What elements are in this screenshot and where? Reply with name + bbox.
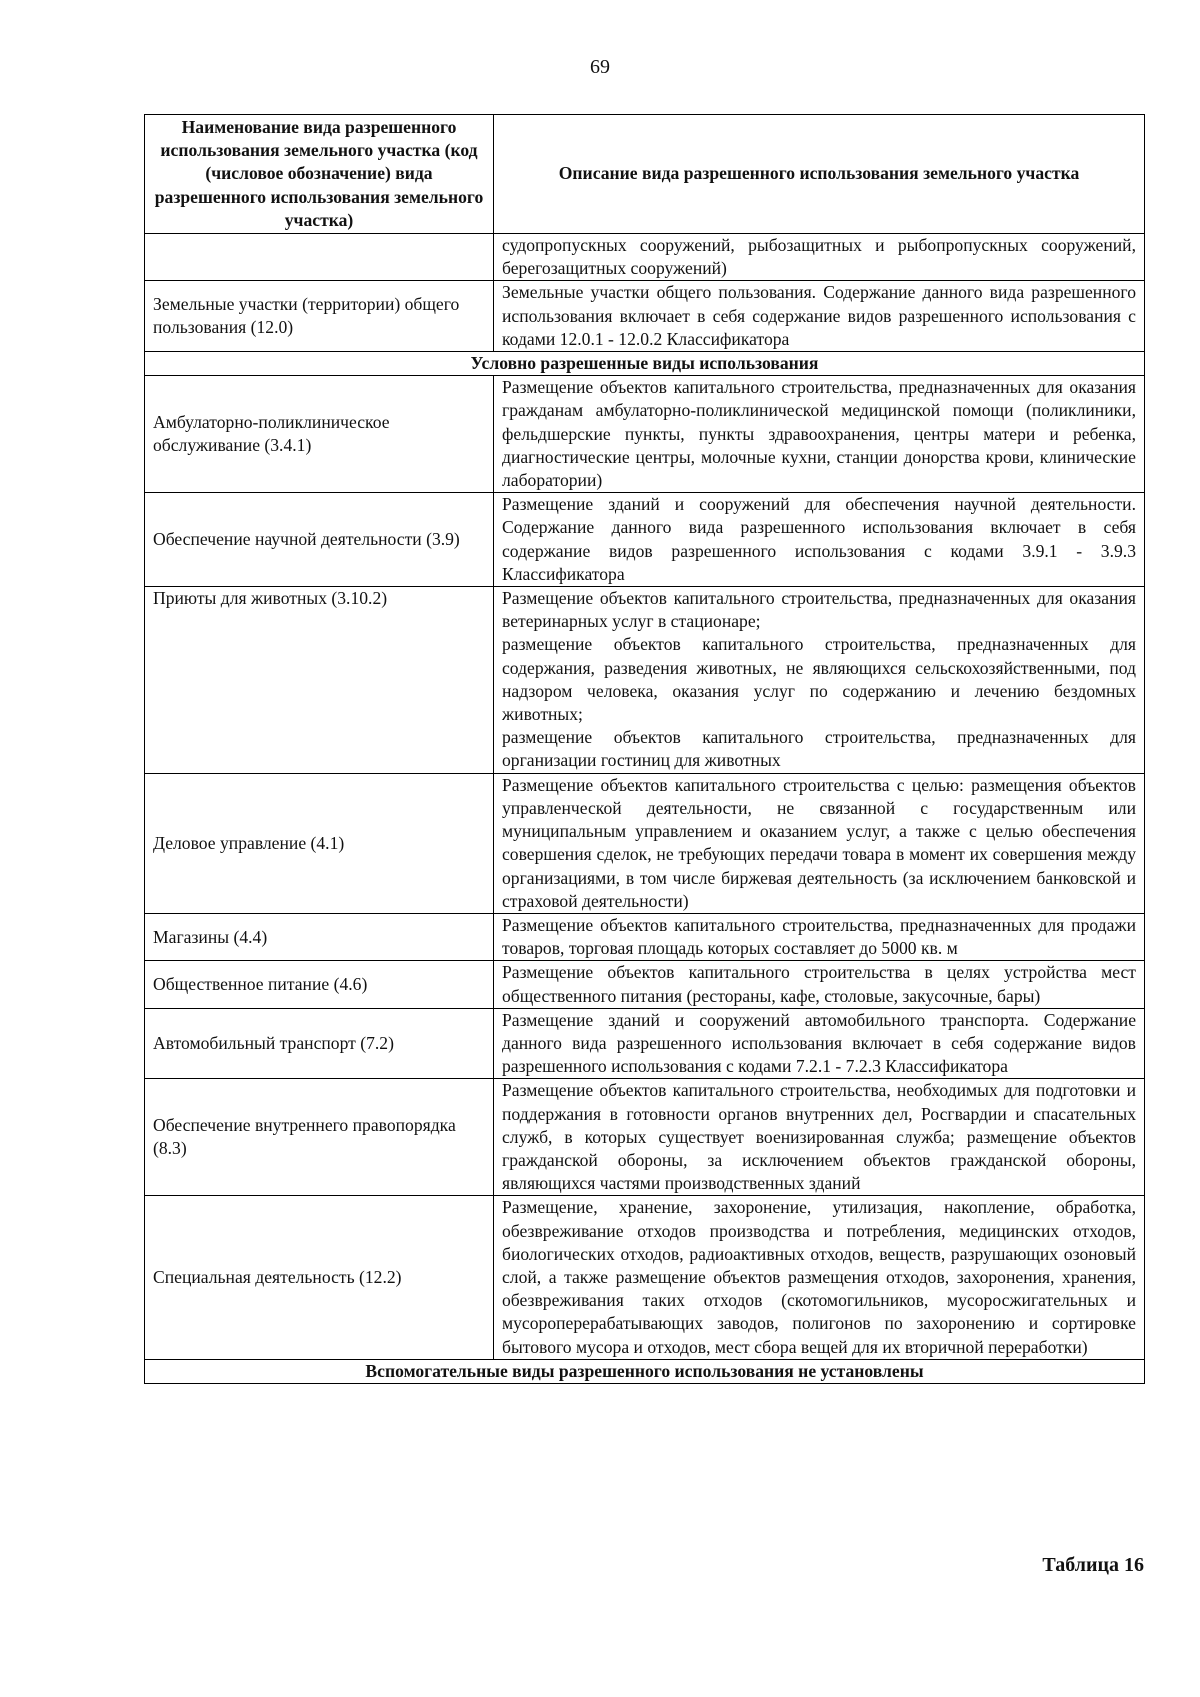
table-row bbox=[145, 587, 1145, 774]
description-paragraph: Земельные участки общего пользования. Содержание данного вида разрешенного использования включает в себя содержание видов разрешенного использования с кодами 12.0.1 - 12.0.2 Классификатора bbox=[502, 282, 1136, 349]
table-header-row bbox=[145, 115, 1145, 234]
table-row bbox=[145, 913, 1145, 960]
description-paragraph: размещение объектов капитального строительства, предназначенных для содержания, разведения животных, не являющихся сельскохозяйственными, под надзором человека, оказания услуг по содержанию и лечению бездомных животных; bbox=[502, 634, 1136, 725]
table-row bbox=[145, 281, 1145, 352]
use-name-cell: Обеспечение внутреннего правопорядка (8.3) bbox=[145, 1079, 494, 1196]
use-name-cell: Магазины (4.4) bbox=[145, 913, 494, 960]
description-paragraph: Размещение объектов капитального строительства, предназначенных для продажи товаров, торговая площадь которых составляет до 5000 кв. м bbox=[502, 914, 1136, 959]
section-title: Условно разрешенные виды использования bbox=[145, 352, 1145, 376]
table-row bbox=[145, 376, 1145, 493]
description-paragraph: Размещение объектов капитального строительства, необходимых для подготовки и поддержания в готовности органов внутренних дел, Росгвардии и спасательных служб, в которых существует военизированная служба; размещение объектов гражданской обороны, за исключением объектов гражданской обороны, являющихся частями производственных зданий bbox=[502, 1080, 1136, 1194]
table-row bbox=[145, 1008, 1145, 1079]
table-caption: Таблица 16 bbox=[1042, 1554, 1144, 1576]
land-use-table bbox=[144, 114, 1145, 1384]
header-description: Описание вида разрешенного использования земельного участка bbox=[494, 115, 1145, 234]
table-row bbox=[145, 493, 1145, 587]
use-description-cell bbox=[494, 376, 1145, 493]
description-paragraph: Размещение объектов капитального строительства с целью: размещения объектов управленческой деятельности, не связанной с государственным или муниципальным управлением и оказанием услуг, а также с целью обеспечения совершения сделок, не требующих передачи товара в момент их совершения между организациями, в том числе биржевая деятельность (за исключением банковской и страховой деятельности) bbox=[502, 774, 1136, 911]
table-body bbox=[145, 234, 1145, 1384]
description-paragraph: Размещение зданий и сооружений автомобильного транспорта. Содержание данного вида разрешенного использования включает в себя содержание видов разрешенного использования с кодами 7.2.1 - 7.2.3 Классификатора bbox=[502, 1009, 1136, 1077]
use-name-cell: Деловое управление (4.1) bbox=[145, 773, 494, 913]
table-row bbox=[145, 961, 1145, 1008]
use-name-cell: Амбулаторно-поликлиническое обслуживание (3.4.1) bbox=[145, 376, 494, 493]
table-row bbox=[145, 1196, 1145, 1359]
use-description-cell bbox=[494, 234, 1145, 281]
header-name: Наименование вида разрешенного использования земельного участка (код (числовое обозначение) вида разрешенного использования земельного участка) bbox=[145, 115, 494, 234]
section-row bbox=[145, 352, 1145, 376]
table-row bbox=[145, 1079, 1145, 1196]
use-name-cell: Обеспечение научной деятельности (3.9) bbox=[145, 493, 494, 587]
description-paragraph: судопропускных сооружений, рыбозащитных и рыбопропускных сооружений, берегозащитных сооружений) bbox=[502, 235, 1136, 279]
table-row bbox=[145, 234, 1145, 281]
table-row bbox=[145, 773, 1145, 913]
use-description-cell bbox=[494, 1079, 1145, 1196]
description-paragraph: Размещение объектов капитального строительства, предназначенных для оказания гражданам амбулаторно-поликлинической медицинской помощи (поликлиники, фельдшерские пункты, пункты здравоохранения, центры матери и ребенка, диагностические центры, молочные кухни, станции донорства крови, клинические лаборатории) bbox=[502, 377, 1136, 491]
use-description-cell bbox=[494, 1196, 1145, 1359]
description-paragraph: Размещение зданий и сооружений для обеспечения научной деятельности. Содержание данного вида разрешенного использования включает в себя содержание видов разрешенного использования с кодами 3.9.1 - 3.9.3 Классификатора bbox=[502, 494, 1136, 584]
use-name-cell bbox=[145, 234, 494, 281]
use-description-cell bbox=[494, 773, 1145, 913]
use-name-cell: Специальная деятельность (12.2) bbox=[145, 1196, 494, 1359]
use-name-cell: Земельные участки (территории) общего пользования (12.0) bbox=[145, 281, 494, 352]
section-row bbox=[145, 1359, 1145, 1383]
use-description-cell bbox=[494, 493, 1145, 587]
use-name-cell: Общественное питание (4.6) bbox=[145, 961, 494, 1008]
use-name-cell: Приюты для животных (3.10.2) bbox=[145, 587, 494, 774]
use-description-cell bbox=[494, 281, 1145, 352]
description-paragraph: Размещение объектов капитального строительства в целях устройства мест общественного питания (рестораны, кафе, столовые, закусочные, бары) bbox=[502, 962, 1136, 1006]
use-description-cell bbox=[494, 961, 1145, 1008]
use-description-cell bbox=[494, 913, 1145, 960]
description-paragraph: Размещение объектов капитального строительства, предназначенных для оказания ветеринарных услуг в стационаре; bbox=[502, 588, 1136, 632]
use-description-cell bbox=[494, 1008, 1145, 1079]
section-title: Вспомогательные виды разрешенного использования не установлены bbox=[145, 1359, 1145, 1383]
description-paragraph: размещение объектов капитального строительства, предназначенных для организации гостиниц для животных bbox=[502, 727, 1136, 771]
use-name-cell: Автомобильный транспорт (7.2) bbox=[145, 1008, 494, 1079]
description-paragraph: Размещение, хранение, захоронение, утилизация, накопление, обработка, обезвреживание отходов производства и потребления, медицинских отходов, биологических отходов, радиоактивных отходов, веществ, разрушающих озоновый слой, а также размещение объектов размещения отходов, захоронения, хранения, обезвреживания таких отходов (скотомогильников, мусоросжигательных и мусороперерабатывающих заводов, полигонов по захоронению и сортировке бытового мусора и отходов, мест сбора вещей для их вторичной переработки) bbox=[502, 1197, 1136, 1357]
use-description-cell bbox=[494, 587, 1145, 774]
page-number: 69 bbox=[590, 56, 610, 78]
